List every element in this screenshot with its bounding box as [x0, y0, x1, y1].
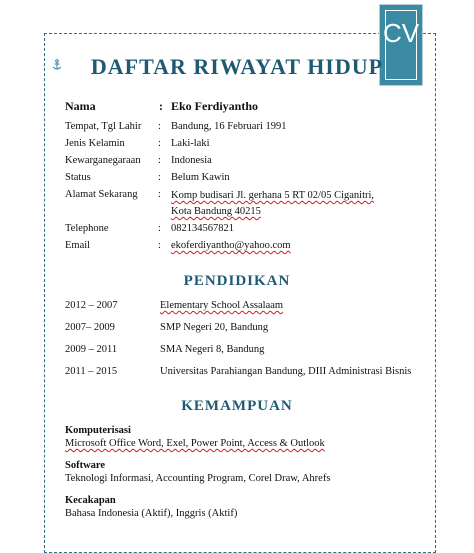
colon: :: [158, 223, 161, 234]
education-years: 2012 – 2007: [65, 300, 118, 311]
education-school: Elementary School Assalaam: [160, 300, 284, 311]
skill-text: Teknologi Informasi, Accounting Program, Corel Draw, Ahrefs: [65, 473, 331, 484]
education-years: 2011 – 2015: [65, 366, 118, 377]
info-label: Email: [65, 240, 91, 251]
colon: :: [158, 240, 161, 251]
name-label: Nama: [65, 99, 96, 113]
colon: :: [158, 189, 161, 200]
skill-heading: Komputerisasi: [65, 425, 131, 436]
info-value: Laki-laki: [171, 138, 210, 149]
info-label: Alamat Sekarang: [65, 189, 138, 200]
skill-heading: Software: [65, 460, 106, 471]
name-value: Eko Ferdiyantho: [171, 99, 259, 113]
colon: :: [158, 172, 161, 183]
info-label: Jenis Kelamin: [65, 138, 125, 149]
colon: :: [159, 99, 163, 113]
document-title: DAFTAR RIWAYAT HIDUP: [90, 54, 384, 79]
colon: :: [158, 155, 161, 166]
skill-heading: Kecakapan: [65, 495, 116, 506]
skill-text: Microsoft Office Word, Exel, Power Point, Access & Outlook: [65, 438, 325, 449]
info-value: Belum Kawin: [171, 172, 230, 183]
info-label: Status: [65, 172, 91, 183]
colon: :: [158, 138, 161, 149]
info-value: Bandung, 16 Februari 1991: [171, 121, 287, 132]
education-school: SMP Negeri 20, Bandung: [160, 322, 269, 333]
education-title: PENDIDIKAN: [183, 273, 291, 289]
colon: :: [158, 121, 161, 132]
info-label: Telephone: [65, 223, 109, 234]
info-value: Indonesia: [171, 155, 212, 166]
education-years: 2009 – 2011: [65, 344, 118, 355]
phone-value: 082134567821: [171, 223, 234, 234]
info-label: Kewarganegaraan: [65, 155, 141, 166]
skill-text: Bahasa Indonesia (Aktif), Inggris (Aktif): [65, 508, 238, 519]
info-label: Tempat, Tgl Lahir: [65, 121, 142, 132]
skills-title: KEMAMPUAN: [181, 398, 293, 414]
education-school: Universitas Parahiangan Bandung, DIII Administrasi Bisnis: [160, 366, 412, 377]
cv-badge-text: CV: [382, 18, 420, 48]
address-value: Komp budisari Jl. gerhana 5 RT 02/05 Ciganitri, Kota Bandung 40215: [171, 190, 375, 217]
education-school: SMA Negeri 8, Bandung: [160, 344, 265, 355]
email-value: ekoferdiyantho@yahoo.com: [171, 240, 291, 251]
education-years: 2007– 2009: [65, 322, 115, 333]
